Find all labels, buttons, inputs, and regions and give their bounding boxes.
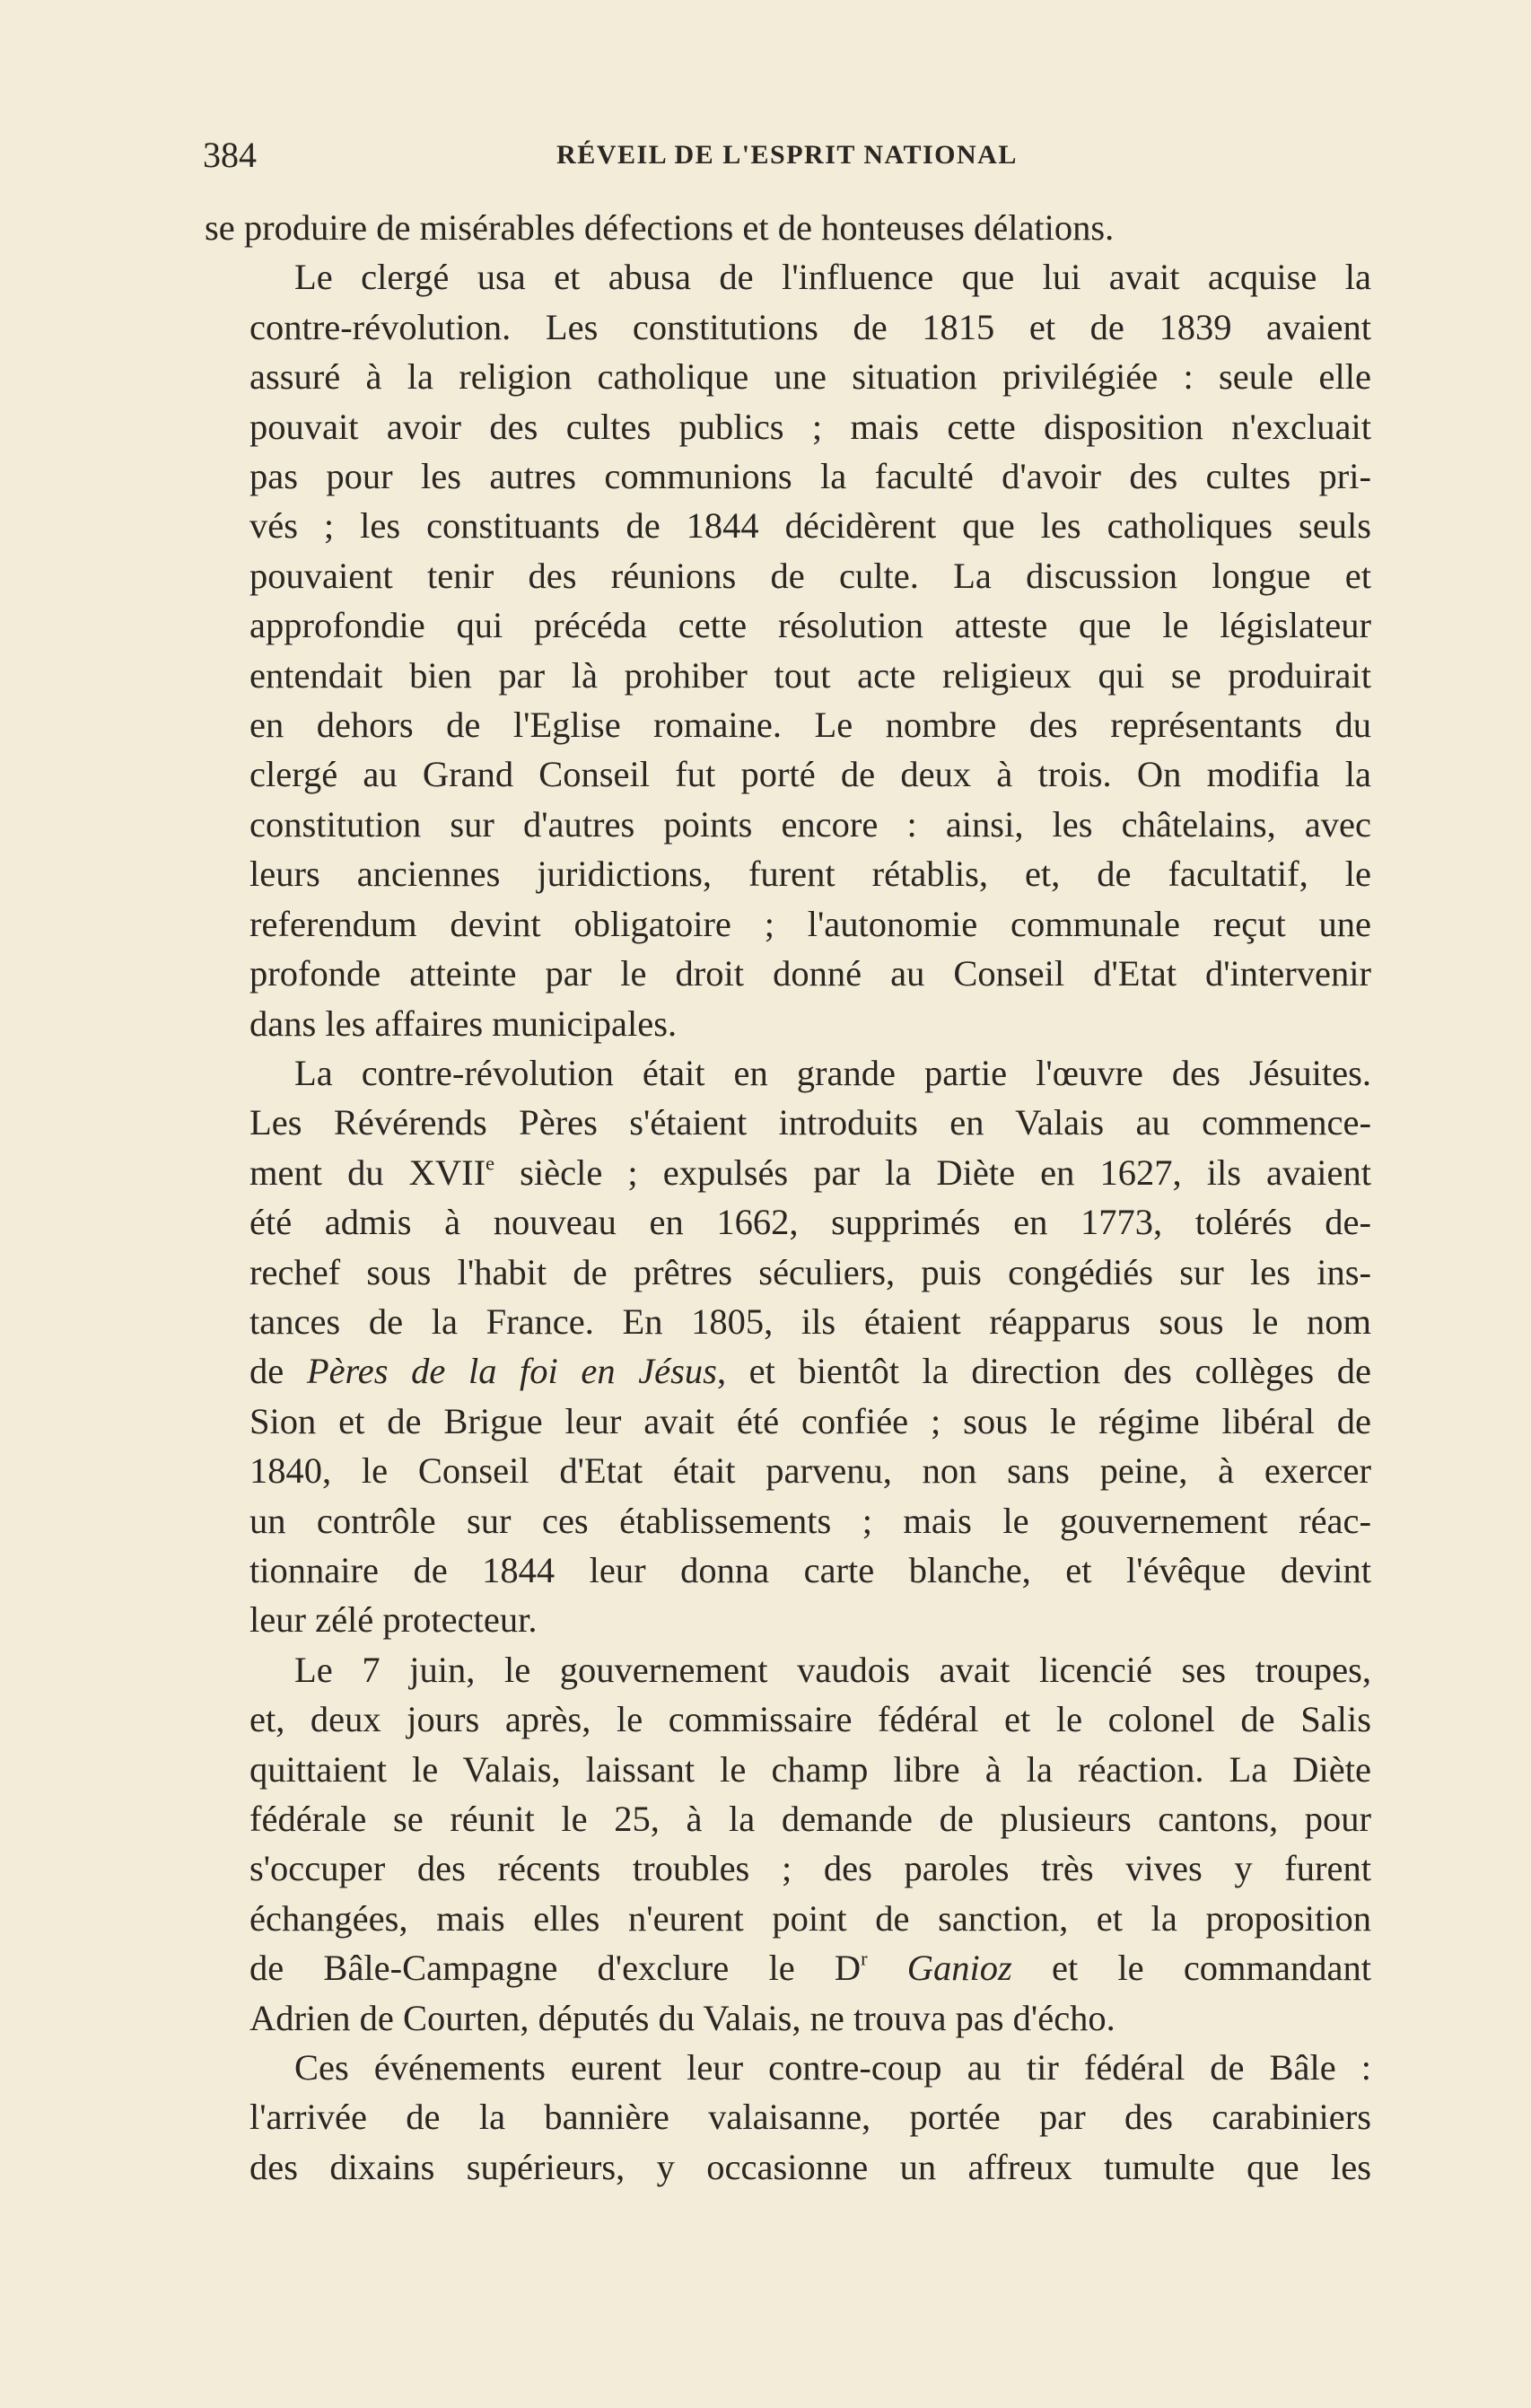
text-line: entendait bien par là prohiber tout acte religieux qui se produirait xyxy=(249,654,1371,696)
text-line: constitution sur d'autres points encore : ainsi, les châtelains, avec xyxy=(249,803,1371,845)
text-line: Adrien de Courten, députés du Valais, ne trouva pas d'écho. xyxy=(249,1997,1115,2038)
text-line: des dixains supérieurs, y occasionne un affreux tumulte que les xyxy=(249,2146,1371,2187)
text-line: Sion et de Brigue leur avait été confiée ; sous le régime libéral de xyxy=(249,1400,1371,1441)
text-line: leurs anciennes juridictions, furent rétablis, et, de facultatif, le xyxy=(249,854,1371,895)
text-line: pouvaient tenir des réunions de culte. La discussion longue et xyxy=(249,555,1371,596)
text-line: et, deux jours après, le commissaire fédéral et le colonel de Salis xyxy=(249,1699,1371,1740)
paragraph-1 xyxy=(205,203,1371,252)
text-line-sup-italic: de Bâle-Campagne d'exclure le $D^r$ Ganioz et le commandant xyxy=(249,1947,1371,1989)
text-line: s'occuper des récents troubles ; des paroles très vives y furent xyxy=(249,1848,1371,1889)
text-line: tionnaire de 1844 leur donna carte blanche, et l'évêque devint xyxy=(249,1549,1371,1590)
text-line-italic: de Pères de la foi en Jésus, et bientôt la direction des collèges de xyxy=(249,1351,1371,1392)
text-line: contre-révolution. Les constitutions de 1815 et de 1839 avaient xyxy=(249,306,1371,347)
text-line: fédérale se réunit le 25, à la demande de plusieurs cantons, pour xyxy=(249,1799,1371,1839)
text-line: referendum devint obligatoire ; l'autonomie communale reçut une xyxy=(249,903,1371,944)
text-line: un contrôle sur ces établissements ; mais le gouvernement réac- xyxy=(249,1500,1371,1541)
text-line: vés ; les constituants de 1844 décidèrent que les catholiques seuls xyxy=(249,505,1371,547)
text-line: Ces événements eurent leur contre-coup au tir fédéral de Bâle : xyxy=(294,2047,1371,2088)
text-line-sup: ment du XVIIe siècle ; expulsés par la Diète en 1627, ils avaient xyxy=(249,1151,1371,1193)
page-header xyxy=(203,133,1371,178)
text-line: quittaient le Valais, laissant le champ libre à la réaction. La Diète xyxy=(249,1748,1371,1790)
text-line: approfondie qui précéda cette résolution atteste que le législateur xyxy=(249,605,1371,646)
superscript-r: r xyxy=(861,1947,868,1970)
body-text xyxy=(205,203,1371,2192)
paragraph-4 xyxy=(205,1645,1371,2043)
text-line: La contre-révolution était en grande partie l'œuvre des Jésuites. xyxy=(294,1052,1371,1093)
text-line: échangées, mais elles n'eurent point de sanction, et la proposition xyxy=(249,1897,1371,1939)
text-line: l'arrivée de la bannière valaisanne, portée par des carabiniers xyxy=(249,2097,1371,2138)
superscript-e: e xyxy=(486,1151,495,1175)
text-line: rechef sous l'habit de prêtres séculiers, puis congédiés sur les ins- xyxy=(249,1251,1371,1292)
text-line: 1840, le Conseil d'Etat était parvenu, non sans peine, à exercer xyxy=(249,1450,1371,1492)
text-line: été admis à nouveau en 1662, supprimés en 1773, tolérés de- xyxy=(249,1202,1371,1243)
page-number: 384 xyxy=(203,135,257,175)
text-line: tances de la France. En 1805, ils étaient réapparus sous le nom xyxy=(249,1300,1371,1342)
running-title: RÉVEIL DE L'ESPRIT NATIONAL xyxy=(556,140,1018,170)
text-line: pouvait avoir des cultes publics ; mais cette disposition n'excluait xyxy=(249,406,1371,447)
text-line: profonde atteinte par le droit donné au Conseil d'Etat d'intervenir xyxy=(249,953,1371,994)
text-line: assuré à la religion catholique une situation privilégiée : seule elle xyxy=(249,356,1371,398)
text-line: Les Révérends Pères s'étaient introduits en Valais au commence- xyxy=(249,1102,1371,1143)
text-line: se produire de misérables défections et de honteuses délations. xyxy=(205,207,1115,248)
text-line: en dehors de l'Eglise romaine. Le nombre des représentants du xyxy=(249,705,1371,746)
text-line: dans les affaires municipales. xyxy=(249,1003,678,1044)
paragraph-2 xyxy=(205,252,1371,1048)
text-line: Le clergé usa et abusa de l'influence que lui avait acquise la xyxy=(294,257,1371,298)
text-line: pas pour les autres communions la faculté d'avoir des cultes pri- xyxy=(249,456,1371,497)
paragraph-3 xyxy=(205,1048,1371,1645)
paragraph-5 xyxy=(205,2043,1371,2192)
text-line: Le 7 juin, le gouvernement vaudois avait licencié ses troupes, xyxy=(294,1649,1371,1690)
text-line: leur zélé protecteur. xyxy=(249,1599,538,1641)
text-line: clergé au Grand Conseil fut porté de deux à trois. On modifia la xyxy=(249,754,1371,795)
